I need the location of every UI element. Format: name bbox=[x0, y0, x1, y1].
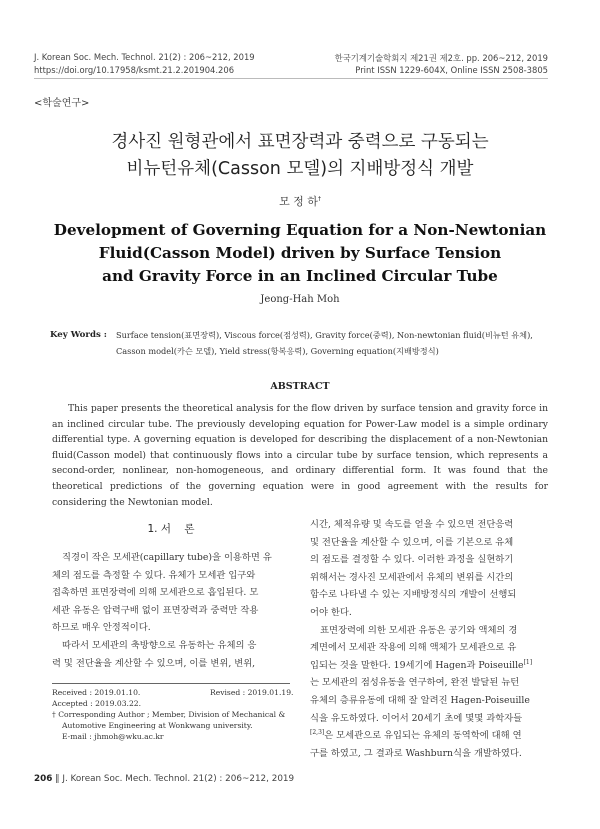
abstract-heading: ABSTRACT bbox=[270, 381, 330, 392]
title-english-line3: and Gravity Force in an Inclined Circular Tube bbox=[102, 267, 498, 285]
right-line: 는 모세관의 점성유동을 연구하여, 완전 발달된 뉴턴 bbox=[310, 677, 520, 689]
right-line: 유체의 층류유동에 대해 잘 알려진 Hagen-Poiseuille bbox=[310, 694, 530, 706]
page-number: 206 bbox=[34, 774, 53, 784]
right-line-text: 입되는 것을 말한다. 19세기에 Hagen과 Poiseuille bbox=[310, 659, 524, 671]
received-date: Received : 2019.01.10. bbox=[52, 688, 141, 697]
right-line: 의 점도를 결정할 수 있다. 이러한 과정을 실현하기 bbox=[310, 554, 514, 566]
keywords-line1: Surface tension(표면장력), Viscous force(점성력), Gravity force(중력), Non-newtonian fluid(비뉴턴 유체), bbox=[116, 330, 533, 340]
right-column bbox=[310, 516, 550, 762]
journal-citation-header: J. Korean Soc. Mech. Technol. 21(2) : 206~212, 2019 bbox=[34, 52, 255, 62]
journal-citation-kr: 한국기계기술학회지 제21권 제2호. pp. 206~212, 2019 bbox=[334, 53, 548, 63]
right-line: 계면에서 모세관 작용에 의해 액체가 모세관으로 유 bbox=[310, 642, 517, 654]
right-line: 구를 하였고, 그 결과로 Washburn식을 개발하였다. bbox=[310, 747, 522, 759]
article-type: <학술연구> bbox=[34, 98, 90, 109]
left-line: 체의 점도를 측정할 수 있다. 유체가 모세관 입구와 bbox=[52, 569, 256, 581]
section-heading-introduction: 1. 서 론 bbox=[147, 523, 195, 535]
left-line: 접촉하면 표면장력에 의해 모세관으로 흡입된다. 모 bbox=[52, 587, 259, 599]
author-korean-name: 모 정 하 bbox=[279, 195, 318, 208]
accepted-date: Accepted : 2019.03.22. bbox=[52, 699, 142, 708]
keywords-label: Key Words : bbox=[50, 330, 107, 340]
right-line: 시간, 체적유량 및 속도를 얻을 수 있으면 전단응력 bbox=[310, 519, 514, 530]
author-english: Jeong-Hah Moh bbox=[260, 294, 340, 305]
corresponding-author-line2: Automotive Engineering at Wonkwang university. bbox=[62, 721, 253, 730]
revised-date: Revised : 2019.01.19. bbox=[210, 688, 294, 697]
right-line: 표면장력에 의한 모세관 유동은 공기와 액체의 경 bbox=[320, 624, 518, 636]
author-email[interactable]: E-mail : jhmoh@wku.ac.kr bbox=[62, 732, 164, 741]
right-line: 어야 한다. bbox=[310, 606, 352, 618]
left-line: 세관 유동은 압력구배 없이 표면장력과 중력만 작용 bbox=[52, 604, 259, 616]
doi-link[interactable]: https://doi.org/10.17958/ksmt.21.2.201904.206 bbox=[34, 65, 235, 75]
author-korean bbox=[0, 193, 600, 209]
right-line: 식을 유도하였다. 이어서 20세기 초에 몇몇 과학자들 bbox=[310, 712, 523, 724]
author-mark: † bbox=[317, 195, 321, 203]
left-line: 따라서 모세관의 축방향으로 유동하는 유체의 응 bbox=[62, 639, 257, 651]
corresponding-author-line1: † Corresponding Author ; Member, Division of Mechanical & bbox=[52, 710, 286, 719]
right-line-with-ref bbox=[310, 657, 550, 675]
keywords-line2: Casson model(카슨 모델), Yield stress(항복응력), Governing equation(지배방정식) bbox=[116, 346, 439, 356]
title-korean-line2: 비뉴턴유체(Casson 모델)의 지배방정식 개발 bbox=[126, 159, 474, 179]
issn-info: Print ISSN 1229-604X, Online ISSN 2508-3805 bbox=[355, 65, 548, 75]
header-divider bbox=[34, 78, 548, 79]
right-line: 및 전단율을 계산할 수 있으며, 이를 기본으로 유체 bbox=[310, 536, 514, 548]
footer-separator: ‖ bbox=[55, 774, 60, 784]
right-line: 위해서는 경사진 모세관에서 유체의 변위를 시간의 bbox=[310, 571, 514, 583]
right-line-with-ref bbox=[310, 727, 550, 745]
abstract-text: This paper presents the theoretical analysis for the flow driven by surface tension and gravity force in an inclined circular tube. The previously developing equation for Power-Law model is a simple ordinary differential type. A governing equation is developed for describing the displacement of a non-Newtonian fluid(Casson model) that continuously flows into a circular tube by surface tension, which represents a second-order, nonlinear, non-homogeneous, and ordinary differential form. It was found that the theoretical predictions of the governing equation were in good agreement with the results for considering the Newtonian model. bbox=[52, 403, 548, 508]
left-line: 하므로 매우 안정적이다. bbox=[52, 622, 151, 634]
page-footer bbox=[34, 774, 294, 784]
right-line: 함수로 나타낼 수 있는 지배방정식의 개발이 선행되 bbox=[310, 589, 517, 601]
left-line: 력 및 전단율을 계산할 수 있으며, 이를 변위, 변위, bbox=[52, 657, 256, 669]
title-english-line2: Fluid(Casson Model) driven by Surface Tension bbox=[98, 244, 502, 262]
footnote-divider bbox=[52, 683, 290, 684]
citation-ref-1[interactable]: [1] bbox=[523, 658, 533, 666]
right-line-text: 은 모세관으로 유입되는 유체의 동역학에 대해 연 bbox=[324, 730, 522, 742]
footer-journal: J. Korean Soc. Mech. Technol. 21(2) : 206~212, 2019 bbox=[62, 774, 295, 784]
citation-ref-2-3[interactable]: [2,3] bbox=[310, 729, 325, 737]
title-korean-line1: 경사진 원형관에서 표면장력과 중력으로 구동되는 bbox=[111, 132, 489, 152]
title-english-line1: Development of Governing Equation for a Non-Newtonian bbox=[53, 221, 547, 239]
left-line: 직경이 작은 모세관(capillary tube)을 이용하면 유 bbox=[62, 552, 272, 563]
left-column bbox=[52, 549, 290, 672]
